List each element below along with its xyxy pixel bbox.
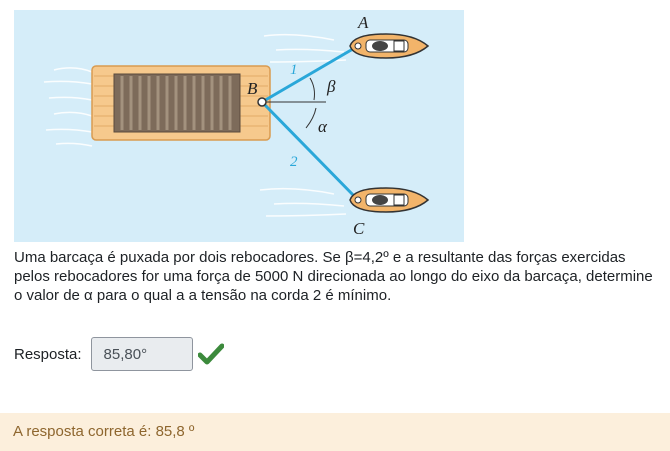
label-point-b: B [247, 79, 258, 98]
question-text: Uma barcaça é puxada por dois rebocadores. Se β=4,2º e a resultante das forças exercidas pelos rebocadores for uma força de 5000 N direcionada ao longo do eixo da barcaça, determine o valor de α para o qual a a tensão na corda 2 é mínimo. [14, 249, 653, 304]
label-angle-alpha: α [318, 117, 327, 136]
label-angle-beta: β [327, 77, 336, 96]
label-rope-2: 2 [290, 154, 298, 170]
check-icon [198, 342, 224, 366]
point-b-pin [258, 98, 266, 106]
barge-tugboats-diagram [14, 10, 464, 242]
answer-label: Resposta: [14, 345, 82, 363]
label-point-a: A [358, 13, 369, 32]
correct-answer-feedback: A resposta correta é: 85,8 º [0, 413, 670, 451]
label-point-c: C [353, 219, 365, 238]
label-rope-1: 1 [290, 62, 298, 78]
answer-row [14, 335, 224, 373]
answer-input[interactable] [91, 337, 193, 371]
